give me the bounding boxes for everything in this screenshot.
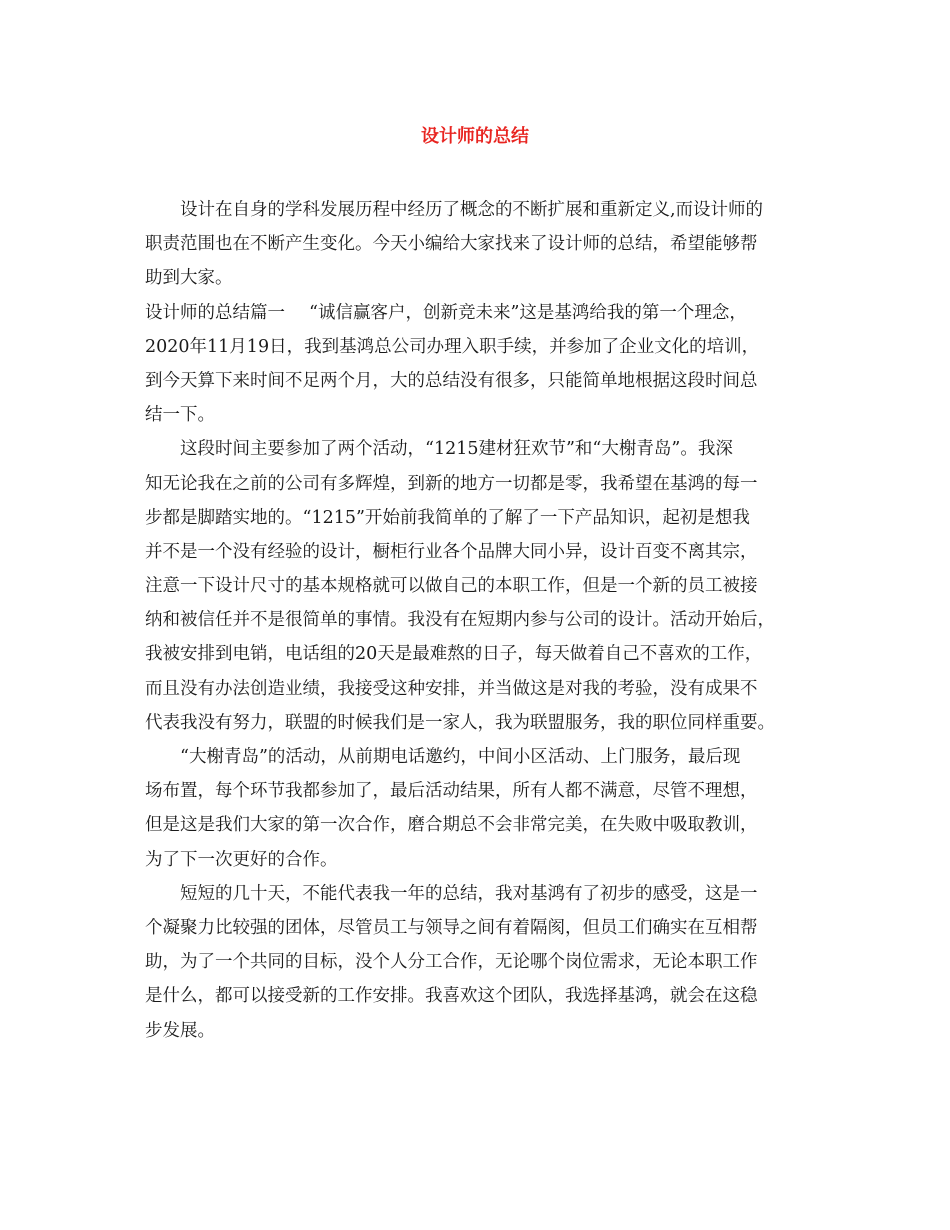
body-line: 步都是脚踏实地的。“1215”开始前我简单的了解了一下产品知识，起初是想我 <box>145 507 750 528</box>
body-line: 这段时间主要参加了两个活动，“1215建材狂欢节”和“大榭青岛”。我深 <box>180 439 733 460</box>
document-body <box>145 193 813 1048</box>
body-line: 是什么，都可以接受新的工作安排。我喜欢这个团队，我选择基鸿，就会在这稳 <box>145 986 758 1007</box>
body-line: 我被安排到电销，电话组的20天是最难熬的日子，每天做着自己不喜欢的工作， <box>145 644 763 665</box>
section-heading: 设计师的总结篇一 <box>145 302 285 323</box>
body-line: 纳和被信任并不是很简单的事情。我没有在短期内参与公司的设计。活动开始后， <box>145 610 775 631</box>
body-line: 为了下一次更好的合作。 <box>145 849 338 870</box>
body-line: 设计在自身的学科发展历程中经历了概念的不断扩展和重新定义,而设计师的 <box>180 200 764 220</box>
body-line: 知无论我在之前的公司有多辉煌，到新的地方一切都是零，我希望在基鸿的每一 <box>145 473 758 494</box>
body-line: 短短的几十天，不能代表我一年的总结，我对基鸿有了初步的感受，这是一 <box>180 883 758 904</box>
body-line: 2020年11月19日，我到基鸿总公司办理入职手续，并参加了企业文化的培训， <box>145 336 760 357</box>
body-text: “诚信赢客户，创新竞未来”这是基鸿给我的第一个理念， <box>309 302 747 323</box>
body-line: 步发展。 <box>145 1020 215 1041</box>
body-line: 并不是一个没有经验的设计，橱柜行业各个品牌大同小异，设计百变不离其宗， <box>145 541 758 562</box>
body-line: 助，为了一个共同的目标，没个人分工合作，无论哪个岗位需求，无论本职工作 <box>145 952 758 973</box>
body-line: “大榭青岛”的活动，从前期电话邀约，中间小区活动、上门服务，最后现 <box>180 747 741 767</box>
body-line: 而且没有办法创造业绩，我接受这种安排，并当做这是对我的考验，没有成果不 <box>145 678 758 699</box>
body-line: 但是这是我们大家的第一次合作，磨合期总不会非常完美，在失败中吸取教训， <box>145 815 758 836</box>
body-line: 结一下。 <box>145 405 215 426</box>
section-heading-line <box>145 296 813 330</box>
body-line: 职责范围也在不断产生变化。今天小编给大家找来了设计师的总结，希望能够帮 <box>145 234 758 255</box>
body-line: 助到大家。 <box>145 268 233 289</box>
body-line: 代表我没有努力，联盟的时候我们是一家人，我为联盟服务，我的职位同样重要。 <box>145 712 775 733</box>
body-line: 场布置，每个环节我都参加了，最后活动结果，所有人都不满意，尽管不理想， <box>145 781 758 802</box>
body-line: 到今天算下来时间不足两个月，大的总结没有很多，只能简单地根据这段时间总 <box>145 370 758 391</box>
document-title: 设计师的总结 <box>421 126 529 147</box>
body-line: 注意一下设计尺寸的基本规格就可以做自己的本职工作，但是一个新的员工被接 <box>145 576 758 597</box>
body-line: 个凝聚力比较强的团体，尽管员工与领导之间有着隔阂，但员工们确实在互相帮 <box>145 917 758 938</box>
